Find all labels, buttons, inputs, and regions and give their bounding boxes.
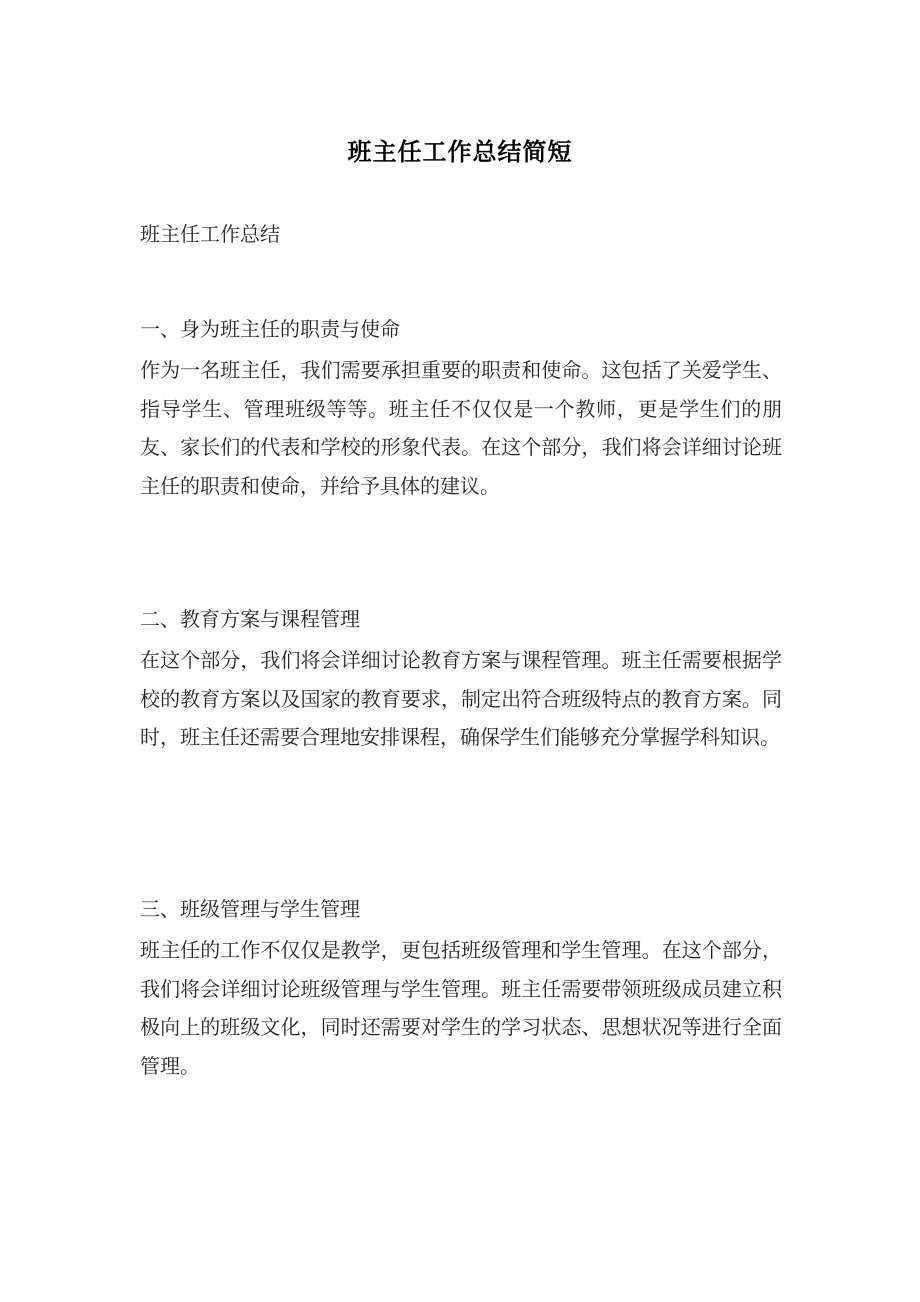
section-duties xyxy=(140,313,782,505)
section-body: 作为一名班主任，我们需要承担重要的职责和使命。这包括了关爱学生、指导学生、管理班级等等。班主任不仅仅是一个教师，更是学生们的朋友、家长们的代表和学校的形象代表。在这个部分，我们将会详细讨论班主任的职责和使命，并给予具体的建议。 xyxy=(140,358,782,498)
section-body: 班主任的工作不仅仅是教学，更包括班级管理和学生管理。在这个部分，我们将会详细讨论班级管理与学生管理。班主任需要带领班级成员建立积极向上的班级文化，同时还需要对学生的学习状态、思想状况等进行全面管理。 xyxy=(140,938,782,1078)
section-heading: 三、班级管理与学生管理 xyxy=(140,897,360,921)
document-subtitle: 班主任工作总结 xyxy=(140,222,280,246)
section-body: 在这个部分，我们将会详细讨论教育方案与课程管理。班主任需要根据学校的教育方案以及国家的教育要求，制定出符合班级特点的教育方案。同时，班主任还需要合理地安排课程，确保学生们能够充分掌握学科知识。 xyxy=(140,648,782,750)
section-curriculum xyxy=(140,603,782,757)
section-heading: 二、教育方案与课程管理 xyxy=(140,607,360,631)
section-heading: 一、身为班主任的职责与使命 xyxy=(140,317,400,341)
document-title: 班主任工作总结简短 xyxy=(347,137,573,167)
section-class-management xyxy=(140,893,782,1085)
